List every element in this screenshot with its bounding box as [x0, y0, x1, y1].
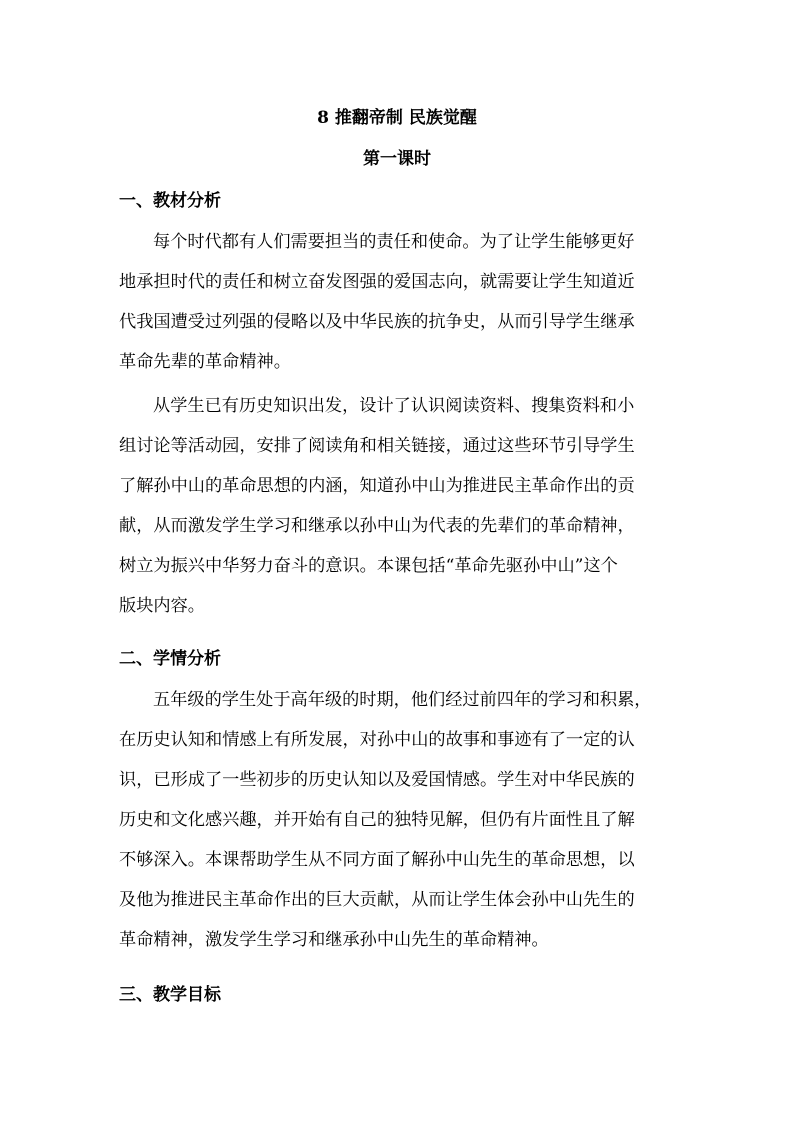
text-line: 不够深入。本课帮助学生从不同方面了解孙中山先生的革命思想，以 [119, 850, 635, 870]
paragraph-textbook-analysis-1 [119, 222, 675, 382]
text-line: 从学生已有历史知识出发，设计了认识阅读资料、搜集资料和小 [153, 396, 635, 416]
text-line: 了解孙中山的革命思想的内涵，知道孙中山为推进民主革命作出的贡 [119, 476, 635, 496]
text-line: 识，已形成了一些初步的历史认知以及爱国情感。学生对中华民族的 [119, 770, 635, 790]
text-line: 在历史认知和情感上有所发展，对孙中山的故事和事迹有了一定的认 [119, 730, 635, 750]
text-line: 组讨论等活动园，安排了阅读角和相关链接，通过这些环节引导学生 [119, 436, 635, 456]
text-line: 革命先辈的革命精神。 [119, 352, 291, 372]
lesson-title: 8 推翻帝制 民族觉醒 [317, 108, 477, 128]
text-line: 及他为推进民主革命作出的巨大贡献，从而让学生体会孙中山先生的 [119, 890, 635, 910]
section-heading-teaching-goals: 三、教学目标 [119, 985, 221, 1005]
paragraph-student-analysis [119, 680, 675, 960]
text-line: 五年级的学生处于高年级的时期，他们经过前四年的学习和积累， [153, 690, 652, 710]
text-line: 历史和文化感兴趣，并开始有自己的独特见解，但仍有片面性且了解 [119, 810, 635, 830]
paragraph-textbook-analysis-2 [119, 386, 675, 626]
lesson-subtitle: 第一课时 [363, 149, 431, 169]
text-line: 版块内容。 [119, 596, 205, 616]
text-line: 树立为振兴中华努力奋斗的意识。本课包括“革命先驱孙中山”这个 [119, 556, 618, 576]
section-heading-student-analysis: 二、学情分析 [119, 649, 221, 669]
text-line: 代我国遭受过列强的侵略以及中华民族的抗争史，从而引导学生继承 [119, 312, 635, 332]
text-line: 献，从而激发学生学习和继承以孙中山为代表的先辈们的革命精神， [119, 516, 635, 536]
text-line: 革命精神，激发学生学习和继承孙中山先生的革命精神。 [119, 930, 549, 950]
text-line: 地承担时代的责任和树立奋发图强的爱国志向，就需要让学生知道近 [119, 272, 635, 292]
text-line: 每个时代都有人们需要担当的责任和使命。为了让学生能够更好 [153, 232, 635, 252]
section-heading-textbook-analysis: 一、教材分析 [119, 191, 221, 211]
